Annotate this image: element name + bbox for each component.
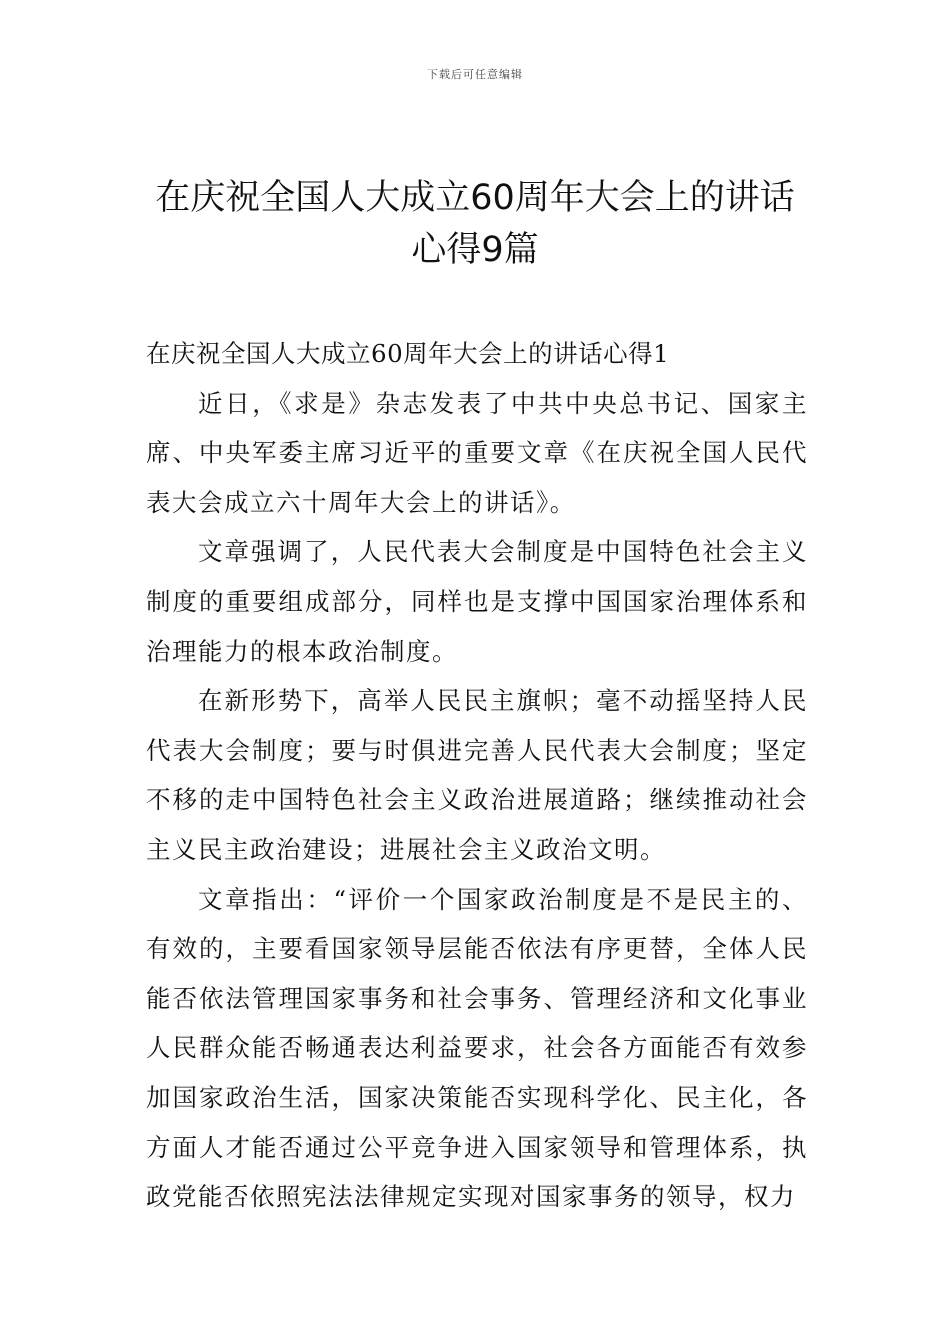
document-body [146,329,808,1222]
section-heading: 在庆祝全国人大成立60周年大会上的讲话心得1 [146,339,670,368]
document-title [100,172,850,276]
document-title-line-2: 心得9篇 [411,230,539,270]
paragraph-1: 近日，《求是》杂志发表了中共中央总书记、国家主席、中央军委主席习近平的重要文章《在庆祝全国人民代表大会成立六十周年大会上的讲话》。 [146,388,808,517]
header-note: 下载后可任意编辑 [427,68,523,81]
paragraph-2: 文章强调了，人民代表大会制度是中国特色社会主义制度的重要组成部分，同样也是支撑中国国家治理体系和治理能力的根本政治制度。 [146,537,808,666]
paragraph-4: 文章指出：“评价一个国家政治制度是不是民主的、有效的，主要看国家领导层能否依法有序更替，全体人民能否依法管理国家事务和社会事务、管理经济和文化事业人民群众能否畅通表达利益要求，社会各方面能否有效参加国家政治生活，国家决策能否实现科学化、民主化，各方面人才能否通过公平竞争进入国家领导和管理体系，执政党能否依照宪法法律规定实现对国家事务的领导，权力 [146,884,808,1212]
document-title-line-1: 在庆祝全国人大成立60周年大会上的讲话 [155,178,795,218]
paragraph-3: 在新形势下，高举人民民主旗帜；毫不动摇坚持人民代表大会制度；要与时俱进完善人民代表大会制度；坚定不移的走中国特色社会主义政治进展道路；继续推动社会主义民主政治建设；进展社会主义政治文明。 [146,686,808,864]
